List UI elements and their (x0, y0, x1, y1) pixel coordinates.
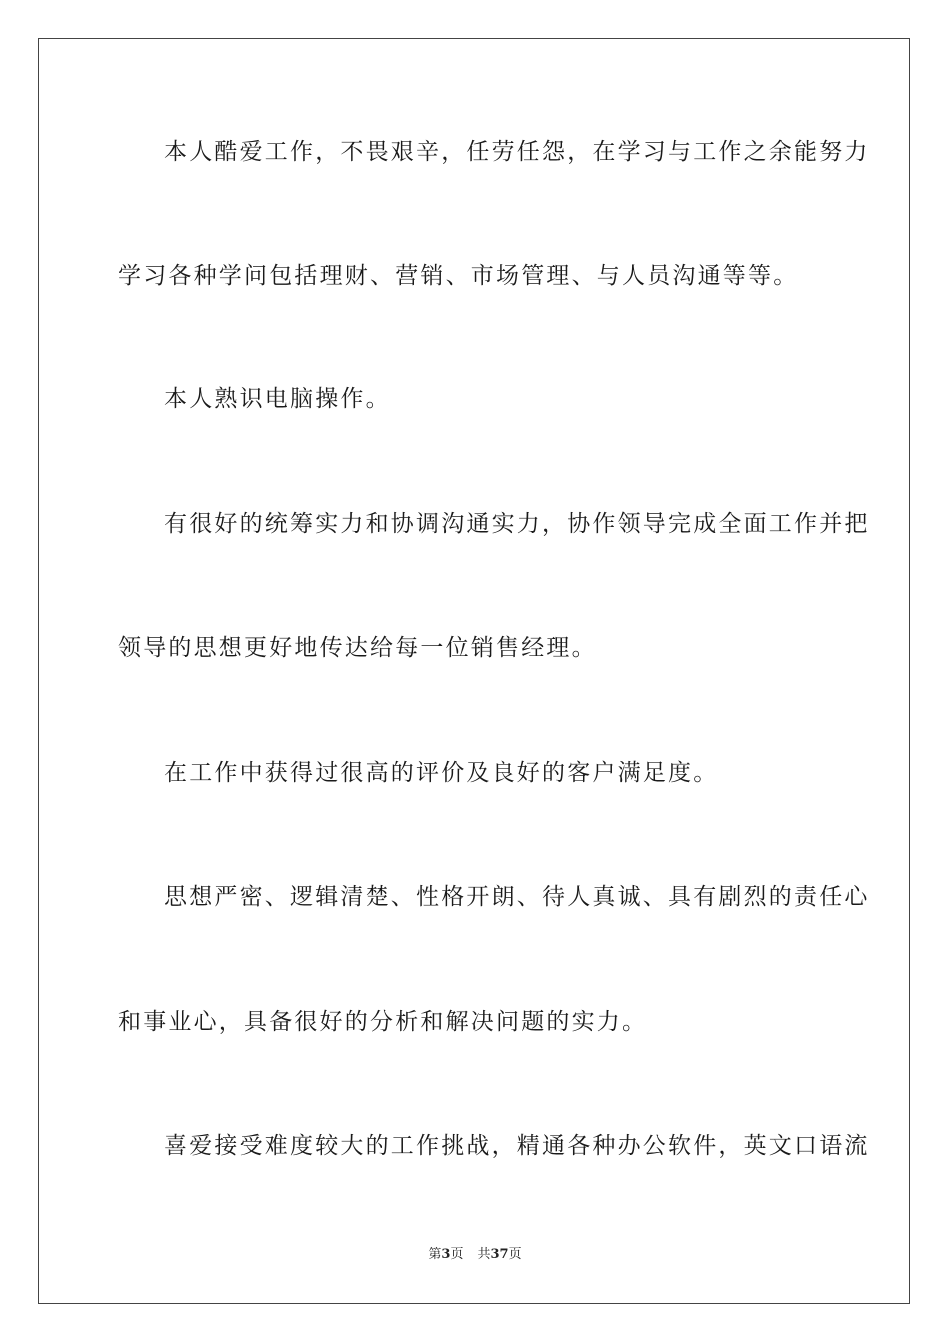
paragraph-line: 领导的思想更好地传达给每一位销售经理。 (118, 635, 597, 661)
paragraph-line: 有很好的统筹实力和协调沟通实力，协作领导完成全面工作并把 (164, 511, 870, 537)
total-prefix: 共 (477, 1247, 491, 1262)
page-border (38, 38, 910, 1304)
paragraph-line: 本人酷爱工作，不畏艰辛，任劳任怨，在学习与工作之余能努力 (164, 139, 870, 165)
page-number: 3 (441, 1247, 451, 1262)
paragraph-line: 学习各种学问包括理财、营销、市场管理、与人员沟通等等。 (118, 263, 799, 289)
paragraph-line: 本人熟识电脑操作。 (164, 386, 391, 412)
page-footer (0, 1246, 950, 1264)
paragraph-line: 在工作中获得过很高的评价及良好的客户满足度。 (164, 760, 719, 786)
page-prefix: 第 (428, 1247, 442, 1262)
paragraph-line: 思想严密、逻辑清楚、性格开朗、待人真诚、具有剧烈的责任心 (164, 884, 870, 910)
paragraph-line: 喜爱接受难度较大的工作挑战，精通各种办公软件，英文口语流 (164, 1133, 870, 1159)
page-suffix: 页 (450, 1247, 464, 1262)
paragraph-line: 和事业心，具备很好的分析和解决问题的实力。 (118, 1009, 648, 1035)
total-pages: 37 (490, 1247, 509, 1262)
total-suffix: 页 (508, 1247, 522, 1262)
